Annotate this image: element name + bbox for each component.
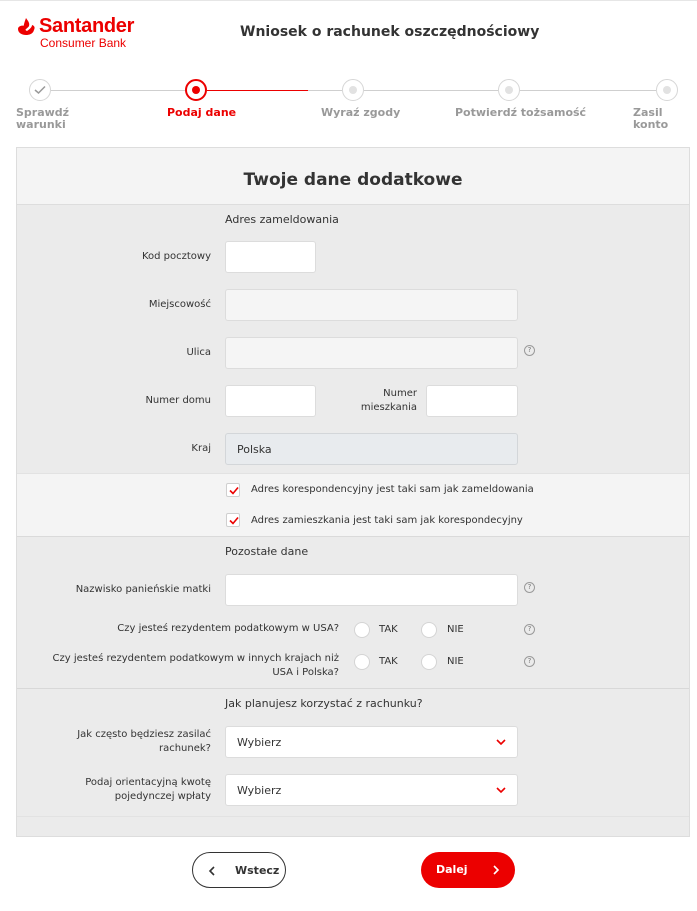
maiden-name-label: Nazwisko panieńskie matki xyxy=(75,584,211,595)
frequency-label-line2: rachunek? xyxy=(158,743,211,754)
check-icon xyxy=(229,516,239,525)
form-title: Twoje dane dodatkowe xyxy=(243,170,463,190)
step-dot xyxy=(663,86,671,94)
chevron-down-icon xyxy=(495,737,507,747)
country-input[interactable] xyxy=(225,433,518,465)
step-dot xyxy=(192,86,200,94)
step-connector xyxy=(51,90,185,91)
postal-code-label: Kod pocztowy xyxy=(141,251,211,262)
street-label: Ulica xyxy=(186,347,211,358)
maiden-name-help-icon[interactable]: ? xyxy=(524,582,535,593)
form-header xyxy=(17,148,689,205)
amount-label xyxy=(57,776,211,804)
tax-other-label-line2: USA i Polska? xyxy=(272,667,339,678)
apartment-number-label xyxy=(347,387,417,415)
step-1-label-line2: warunki xyxy=(16,118,66,131)
apartment-label-line1: Numer xyxy=(383,388,417,399)
step-4-label: Potwierdź tożsamość xyxy=(455,106,587,119)
residence-same-label[interactable]: Adres zamieszkania jest taki sam jak korespondecyjny xyxy=(251,515,523,526)
city-input[interactable] xyxy=(225,289,518,321)
frequency-select[interactable] xyxy=(225,726,518,758)
check-icon xyxy=(34,85,46,95)
house-number-input[interactable] xyxy=(225,385,316,417)
tax-usa-yes-radio[interactable] xyxy=(354,622,370,638)
step-3-label: Wyraź zgody xyxy=(321,106,401,119)
amount-label-line2: pojedynczej wpłaty xyxy=(114,791,211,802)
correspondence-same-checkbox[interactable] xyxy=(226,483,240,497)
step-dot xyxy=(349,86,357,94)
form-panel xyxy=(16,147,690,837)
santander-logo[interactable] xyxy=(16,15,136,51)
tax-other-no-radio[interactable] xyxy=(421,654,437,670)
tax-other-label xyxy=(37,652,339,680)
tax-other-yes-radio[interactable] xyxy=(354,654,370,670)
residence-same-checkbox[interactable] xyxy=(226,513,240,527)
tax-other-label-line1: Czy jesteś rezydentem podatkowym w innych krajach niż xyxy=(52,653,339,664)
step-2-circle xyxy=(185,79,207,101)
tax-other-help-icon[interactable]: ? xyxy=(524,656,535,667)
frequency-value: Wybierz xyxy=(237,736,282,749)
check-icon xyxy=(229,486,239,495)
usage-section-title: Jak planujesz korzystać z rachunku? xyxy=(225,697,423,710)
house-number-label: Numer domu xyxy=(145,395,211,406)
apartment-number-input[interactable] xyxy=(426,385,518,417)
step-4-circle xyxy=(498,79,520,101)
brand-sub: Consumer Bank xyxy=(40,36,127,50)
city-label: Miejscowość xyxy=(148,299,211,310)
tax-usa-no-label[interactable]: NIE xyxy=(447,624,464,635)
step-1-label-line1: Sprawdź xyxy=(16,106,70,119)
correspondence-same-label[interactable]: Adres korespondencyjny jest taki sam jak zameldowania xyxy=(251,484,534,495)
other-section-title: Pozostałe dane xyxy=(225,545,309,558)
postal-code-input[interactable] xyxy=(225,241,316,273)
country-label: Kraj xyxy=(191,443,211,454)
next-button[interactable] xyxy=(421,852,515,888)
panel-footer-divider xyxy=(17,816,689,817)
chevron-left-icon xyxy=(208,866,216,876)
tax-usa-help-icon[interactable]: ? xyxy=(524,624,535,635)
chevron-down-icon xyxy=(495,785,507,795)
brand-name: Santander xyxy=(39,15,135,37)
progress-stepper xyxy=(0,76,697,136)
frequency-label-line1: Jak często będziesz zasilać xyxy=(77,729,211,740)
page-title: Wniosek o rachunek oszczędnościowy xyxy=(240,24,540,40)
step-dot xyxy=(505,86,513,94)
step-connector xyxy=(308,90,342,91)
country-value: Polska xyxy=(237,443,272,456)
tax-usa-label: Czy jesteś rezydentem podatkowym w USA? xyxy=(117,623,339,634)
tax-other-yes-label[interactable]: TAK xyxy=(379,656,398,667)
step-connector-active xyxy=(207,90,308,91)
chevron-right-icon xyxy=(492,865,500,875)
amount-label-line1: Podaj orientacyjną kwotę xyxy=(85,777,211,788)
back-button-label: Wstecz xyxy=(235,864,280,877)
maiden-name-input[interactable] xyxy=(225,574,518,606)
step-1-label xyxy=(16,107,69,131)
step-5-circle xyxy=(656,79,678,101)
step-2-label: Podaj dane xyxy=(167,106,237,119)
street-input[interactable] xyxy=(225,337,518,369)
step-1-circle xyxy=(29,79,51,101)
address-section-title: Adres zameldowania xyxy=(225,213,339,226)
app-header xyxy=(0,0,697,64)
tax-usa-no-radio[interactable] xyxy=(421,622,437,638)
tax-other-no-label[interactable]: NIE xyxy=(447,656,464,667)
tax-usa-yes-label[interactable]: TAK xyxy=(379,624,398,635)
step-5-label: Zasil konto xyxy=(633,106,669,131)
flame-icon xyxy=(16,17,36,37)
amount-select[interactable] xyxy=(225,774,518,806)
next-button-label: Dalej xyxy=(436,863,468,876)
amount-value: Wybierz xyxy=(237,784,282,797)
apartment-label-line2: mieszkania xyxy=(360,402,417,413)
address-checkbox-group xyxy=(17,473,689,537)
frequency-label xyxy=(57,728,211,756)
step-3-circle xyxy=(342,79,364,101)
step-connector xyxy=(520,90,656,91)
section-divider xyxy=(17,688,689,689)
back-button[interactable] xyxy=(192,852,286,888)
street-help-icon[interactable]: ? xyxy=(524,345,535,356)
step-connector xyxy=(364,90,498,91)
